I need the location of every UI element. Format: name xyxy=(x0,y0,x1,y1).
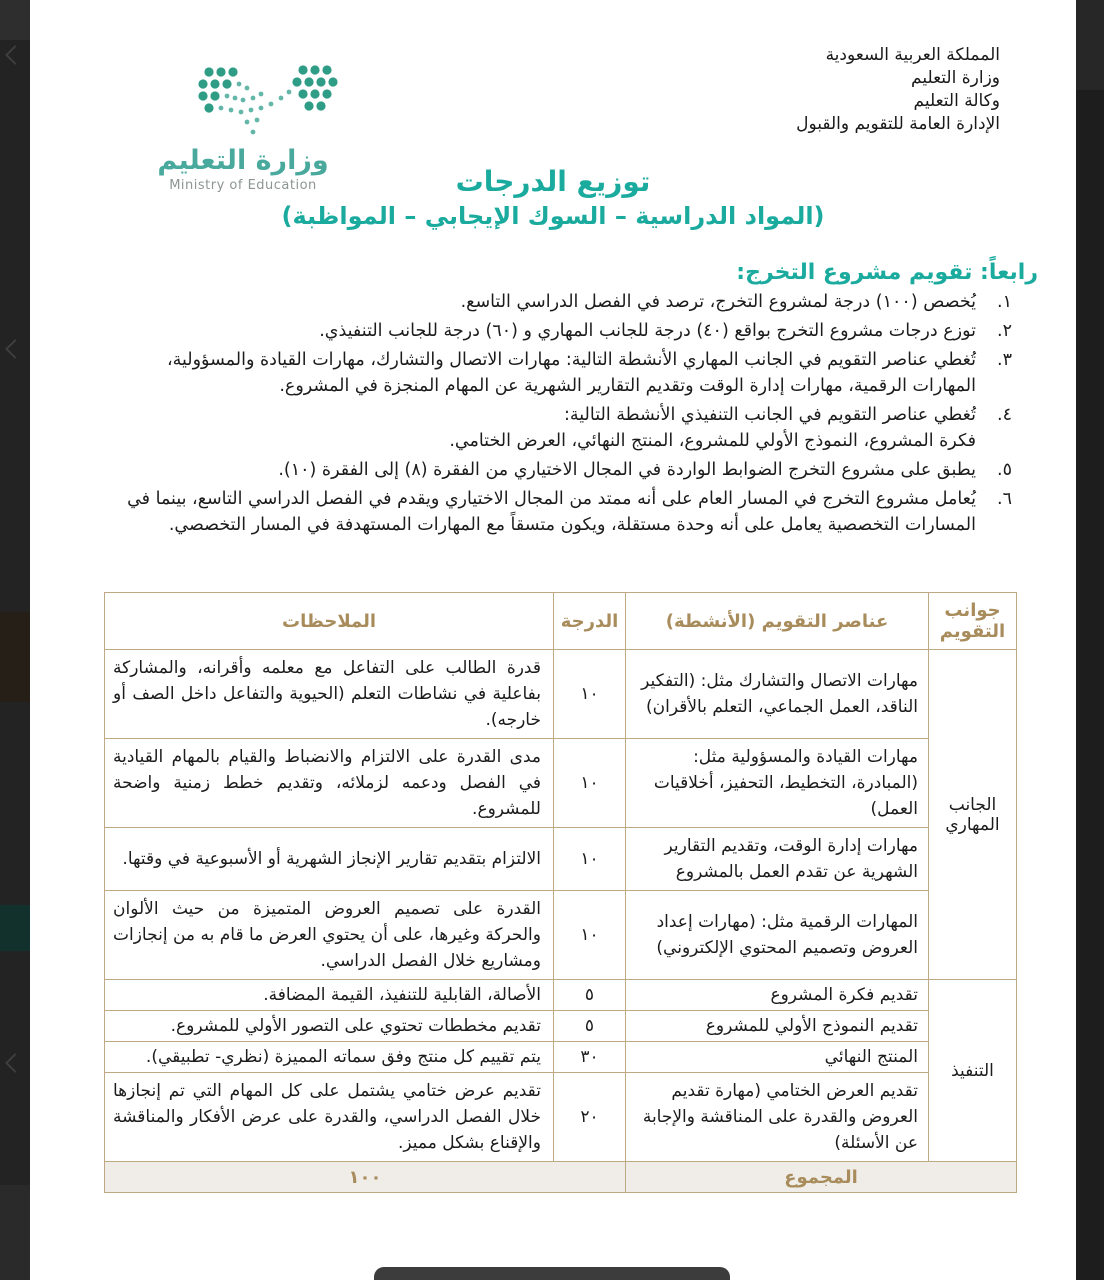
notes-cell: الأصالة، القابلية للتنفيذ، القيمة المضافة. xyxy=(105,980,554,1011)
list-item xyxy=(100,402,1012,454)
org-header-lines xyxy=(796,44,1000,136)
notes-cell: تقديم عرض ختامي يشتمل على كل المهام التي تم إنجازها خلال الفصل الدراسي، والقدرة على عرض الأفكار والمناقشة والإقناع بشكل مميز. xyxy=(105,1073,554,1162)
list-item-number: ٥. xyxy=(997,460,1012,480)
list-item-text xyxy=(100,347,976,399)
element-cell: تقديم العرض الختامي (مهارة تقديم العروض والقدرة على المناقشة والإجابة عن الأسئلة) xyxy=(626,1073,929,1162)
org-line: المملكة العربية السعودية xyxy=(825,45,1000,65)
list-item-line: فكرة المشروع، النموذج الأولي للمشروع، المنتج النهائي، العرض الختامي. xyxy=(449,431,976,451)
list-item xyxy=(100,318,1012,344)
ministry-logo-dots-icon xyxy=(143,62,343,140)
score-cell: ١٠ xyxy=(554,828,626,891)
score-cell: ١٠ xyxy=(554,891,626,980)
list-item-number: ٣. xyxy=(997,350,1012,370)
list-item-line: يُعامل مشروع التخرج في المسار العام على أنه ممتد من المجال الاختياري ويقدم في الفصل الدراسي التاسع، بينما في المسارات التخصصية يعامل على أنه وحدة مستقلة، ويكون متسقاً مع المهارات المستهدفة في المسار التخصصي. xyxy=(127,489,976,535)
score-cell: ٣٠ xyxy=(554,1042,626,1073)
list-item-text xyxy=(100,486,976,538)
element-cell: مهارات إدارة الوقت، وتقديم التقارير الشهرية عن تقدم العمل بالمشروع xyxy=(626,828,929,891)
element-cell: المنتج النهائي xyxy=(626,1042,929,1073)
ministry-logo xyxy=(138,62,348,193)
list-item-line: تُغطي عناصر التقويم في الجانب التنفيذي الأنشطة التالية: xyxy=(563,405,976,425)
table-row xyxy=(105,828,1017,891)
side-panel-left xyxy=(0,0,30,1280)
document-page xyxy=(30,0,1076,1280)
score-cell: ٥ xyxy=(554,1011,626,1042)
org-line: وكالة التعليم xyxy=(913,91,1000,111)
score-cell: ٢٠ xyxy=(554,1073,626,1162)
thumbnail-fragment[interactable] xyxy=(0,1185,30,1280)
table-row xyxy=(105,891,1017,980)
table-row xyxy=(105,650,1017,739)
aspect-group-cell: التنفيذ xyxy=(929,980,1017,1162)
element-cell: تقديم النموذج الأولي للمشروع xyxy=(626,1011,929,1042)
section-heading: رابعاً: تقويم مشروع التخرج: xyxy=(736,260,1038,285)
score-cell: ٥ xyxy=(554,980,626,1011)
thumbnail-fragment[interactable] xyxy=(0,905,30,951)
header-score: الدرجة xyxy=(554,593,626,650)
list-item-line: تُغطي عناصر التقويم في الجانب المهاري الأنشطة التالية: مهارات الاتصال والتشارك، مهارات القيادة والمسؤولية، المهارات الرقمية، مهارات إدارة الوقت وتقديم التقارير الشهرية عن المهام المنجزة في المشروع. xyxy=(166,350,976,396)
list-item xyxy=(100,486,1012,538)
title-line1: توزيع الدرجات xyxy=(455,165,651,198)
element-cell: مهارات الاتصال والتشارك مثل: (التفكير الناقد، العمل الجماعي، التعلم بالأقران) xyxy=(626,650,929,739)
table-row xyxy=(105,739,1017,828)
thumbnail-fragment[interactable] xyxy=(0,0,30,40)
list-item-number: ١. xyxy=(997,292,1012,312)
ministry-logo-english-text: Ministry of Education xyxy=(169,178,317,193)
org-line: وزارة التعليم xyxy=(911,68,1000,88)
list-item xyxy=(100,289,1012,315)
list-item-number: ٦. xyxy=(997,489,1012,509)
total-value: ١٠٠ xyxy=(105,1162,626,1193)
title-line2: (المواد الدراسية – السوك الإيجابي – المواظبة) xyxy=(281,202,825,230)
chevron-left-icon[interactable] xyxy=(5,1053,25,1073)
notes-cell: تقديم مخططات تحتوي على التصور الأولي للمشروع. xyxy=(105,1011,554,1042)
grades-table xyxy=(104,592,1017,1193)
list-item-text xyxy=(100,289,976,315)
list-item-line: توزع درجات مشروع التخرج بواقع (٤٠) درجة للجانب المهاري و (٦٠) درجة للجانب التنفيذي. xyxy=(319,321,976,341)
regulation-list xyxy=(100,289,1012,538)
side-panel-right xyxy=(1076,0,1104,1280)
element-cell: تقديم فكرة المشروع xyxy=(626,980,929,1011)
table-row xyxy=(105,1011,1017,1042)
score-cell: ١٠ xyxy=(554,739,626,828)
header-elements: عناصر التقويم (الأنشطة) xyxy=(626,593,929,650)
total-label: المجموع xyxy=(626,1162,1017,1193)
score-cell: ١٠ xyxy=(554,650,626,739)
notes-cell: الالتزام بتقديم تقارير الإنجاز الشهرية أو الأسبوعية في وقتها. xyxy=(105,828,554,891)
notes-cell: القدرة على تصميم العروض المتميزة من حيث الألوان والحركة وغيرها، على أن يحتوي العرض ما قام به من إنجازات ومشاريع خلال الفصل الدراسي. xyxy=(105,891,554,980)
header-aspects: جوانب التقويم xyxy=(929,593,1017,650)
list-item-text xyxy=(100,457,976,483)
list-item-number: ٤. xyxy=(997,405,1012,425)
table-row xyxy=(105,980,1017,1011)
bottom-toolbar-handle[interactable] xyxy=(374,1267,730,1280)
notes-cell: يتم تقييم كل منتج وفق سماته المميزة (نظري- تطبيقي). xyxy=(105,1042,554,1073)
element-cell: المهارات الرقمية مثل: (مهارات إعداد العروض وتصميم المحتوي الإلكتروني) xyxy=(626,891,929,980)
element-cell: مهارات القيادة والمسؤولية مثل: (المبادرة، التخطيط، التحفيز، أخلاقيات العمل) xyxy=(626,739,929,828)
thumbnail-fragment[interactable] xyxy=(1076,0,1104,90)
notes-cell: قدرة الطالب على التفاعل مع معلمه وأقرانه، والمشاركة بفاعلية في نشاطات التعلم (الحيوية والتفاعل داخل الصف أو خارجه). xyxy=(105,650,554,739)
table-row xyxy=(105,1073,1017,1162)
list-item-line: يطبق على مشروع التخرج الضوابط الواردة في المجال الاختياري من الفقرة (٨) إلى الفقرة (١٠). xyxy=(278,460,976,480)
table-row xyxy=(105,1042,1017,1073)
header-notes: الملاحظات xyxy=(105,593,554,650)
list-item xyxy=(100,347,1012,399)
list-item-text xyxy=(100,402,976,454)
thumbnail-fragment[interactable] xyxy=(0,612,30,702)
table-footer-row xyxy=(105,1162,1017,1193)
chevron-left-icon[interactable] xyxy=(5,339,25,359)
aspect-group-cell: الجانب المهاري xyxy=(929,650,1017,980)
list-item-number: ٢. xyxy=(997,321,1012,341)
list-item-line: يُخصص (١٠٠) درجة لمشروع التخرج، ترصد في الفصل الدراسي التاسع. xyxy=(460,292,976,312)
table-header-row xyxy=(105,593,1017,650)
list-item xyxy=(100,457,1012,483)
list-item-text xyxy=(100,318,976,344)
chevron-left-icon[interactable] xyxy=(5,45,25,65)
ministry-logo-arabic-text: وزارة التعليم xyxy=(157,145,329,176)
org-line: الإدارة العامة للتقويم والقبول xyxy=(796,114,1000,134)
notes-cell: مدى القدرة على الالتزام والانضباط والقيام بالمهام القيادية في الفصل ودعمه لزملائه، وتقديم خطط زمنية واضحة للمشروع. xyxy=(105,739,554,828)
